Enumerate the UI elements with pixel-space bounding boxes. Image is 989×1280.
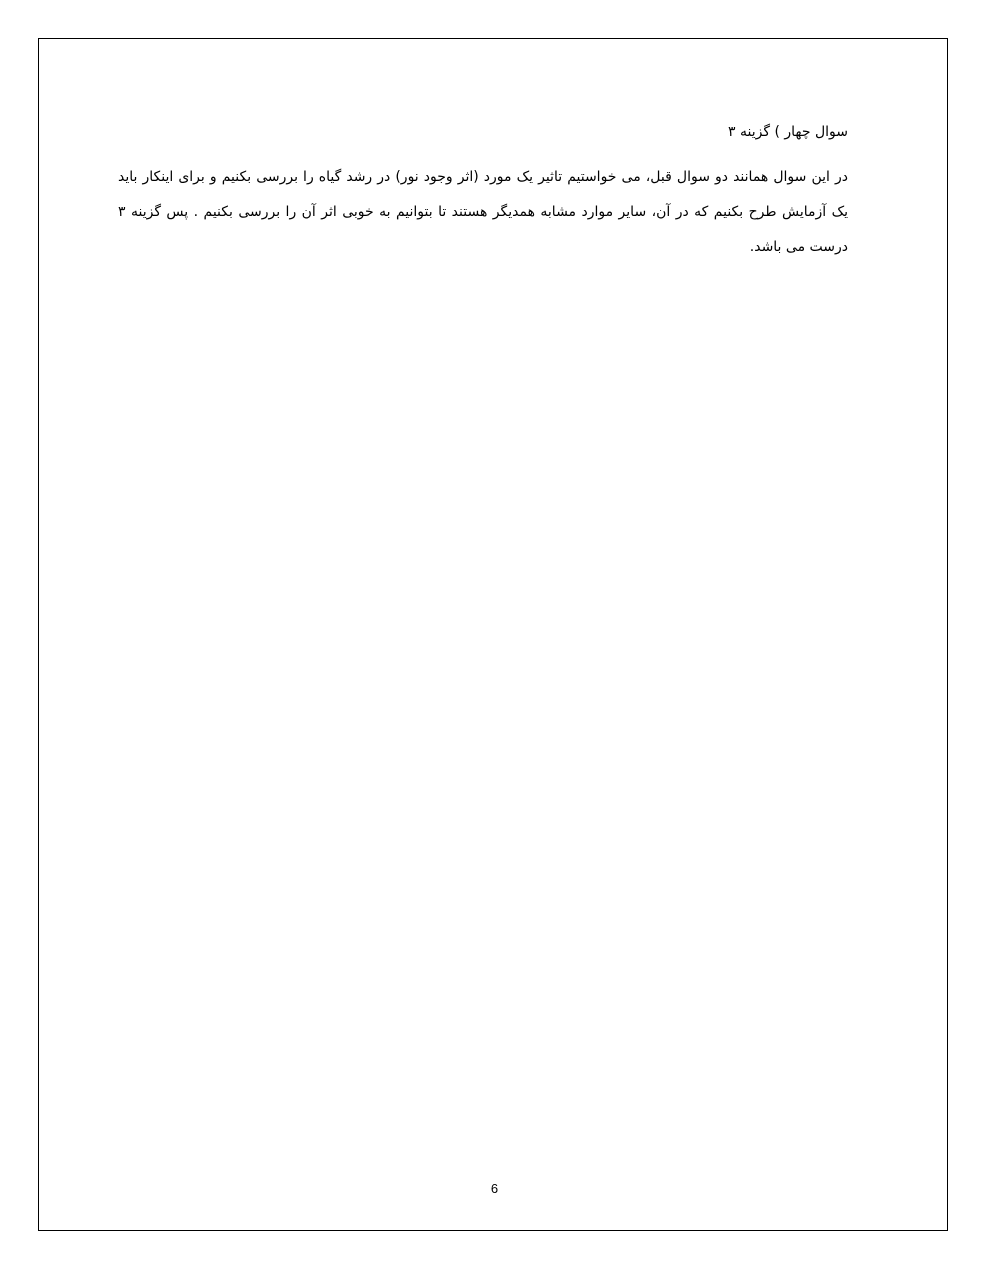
page-number: 6 — [490, 1181, 499, 1196]
answer-paragraph: در این سوال همانند دو سوال قبل، می خواستیم تاثیر یک مورد (اثر وجود نور) در رشد گیاه را بررسی بکنیم و برای اینکار باید یک آزمایش طرح بکنیم که در آن، سایر موارد مشابه همدیگر هستند تا بتوانیم به خوبی اثر آن را بررسی بکنیم . پس گزینه ۳ درست می باشد. — [118, 169, 848, 255]
page-content — [118, 118, 848, 265]
question-heading: سوال چهار ) گزینه ۳ — [728, 124, 848, 140]
